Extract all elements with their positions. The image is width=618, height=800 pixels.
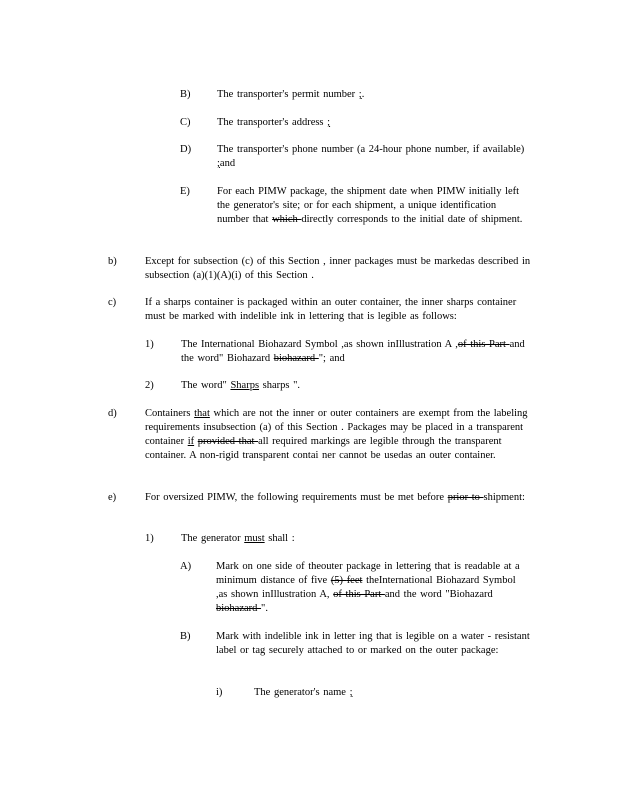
text-run: shipment: (483, 492, 525, 503)
item-C-address (180, 116, 530, 130)
struck-text: (5) (330, 575, 347, 586)
section-text (145, 296, 533, 324)
item-D-phone (180, 143, 530, 171)
text-run: The transporter's permit number (217, 89, 359, 100)
item-e1-generator (145, 532, 530, 546)
struck-text: feet (346, 575, 363, 586)
item-marker: 2) (145, 380, 154, 391)
item-marker: D) (180, 144, 192, 155)
struck-text: biohazard (216, 603, 262, 614)
item-E-shipment-date (180, 185, 530, 227)
item-ei-generator-name (216, 686, 516, 700)
text-run: directly corresponds to the initial date of shipment. (301, 214, 523, 225)
text-run: and the word "Biohazard (384, 589, 493, 600)
text-run: For oversized PIMW, the following requirements must be met before (145, 492, 448, 503)
text-run: The generator (181, 533, 245, 544)
section-text (145, 491, 533, 505)
section-marker: e) (108, 492, 117, 503)
item-marker: E) (180, 186, 190, 197)
text-run: Except for subsection (c) of this Section , inner packages must be markedas described in subsection (a)(1)(A)(i) of this Section . (145, 256, 531, 281)
item-marker: C) (180, 117, 191, 128)
text-run: The transporter's address (217, 117, 328, 128)
item-marker: 1) (145, 533, 154, 544)
item-text (217, 185, 530, 227)
section-b (108, 255, 533, 283)
item-text (181, 338, 530, 366)
text-run: The transporter's phone number (a 24-hour phone number, if available) (217, 144, 525, 155)
text-run: The word" (181, 380, 231, 391)
section-marker: c) (108, 297, 117, 308)
item-text (216, 560, 530, 616)
item-text (217, 143, 530, 171)
struck-text: of this (457, 339, 490, 350)
text-run: Mark with indelible ink in letter ing that is legible on a water - resistant label or tag securely attached to or marked on the outer package: (216, 631, 530, 656)
item-text (217, 116, 530, 130)
item-marker: 1) (145, 339, 154, 350)
struck-text: of this Part (333, 589, 385, 600)
struck-text: Part (489, 339, 510, 350)
section-marker: b) (108, 256, 117, 267)
item-marker: i) (216, 687, 223, 698)
text-run: The International Biohazard Symbol ,as shown inIllustration A , (181, 339, 458, 350)
text-run: The generator's name (254, 687, 350, 698)
text-run: ". (261, 603, 268, 614)
underlined-text: ; (217, 158, 220, 169)
text-run: sharps ". (259, 380, 301, 391)
underlined-text: must (244, 533, 265, 544)
item-text (181, 379, 530, 393)
item-marker: B) (180, 631, 191, 642)
underlined-text: Sharps (230, 380, 260, 391)
struck-text: biohazard (273, 353, 319, 364)
section-text (145, 407, 533, 463)
text-run: and (219, 158, 236, 169)
item-B-permit (180, 88, 530, 102)
struck-text: which (272, 214, 302, 225)
underlined-text: ; (349, 687, 353, 698)
section-c (108, 296, 533, 324)
struck-text: prior to (447, 492, 484, 503)
item-c2-sharps (145, 379, 530, 393)
item-text (254, 686, 516, 700)
underlined-text: if (187, 436, 195, 447)
text-run: Mark on one side of theouter package in lettering that is readable at a minimum distance of five (216, 561, 520, 586)
text-run: For each PIMW package, the shipment date when PIMW initially left the generator's site; or for each shipment, a unique identification number that (217, 186, 520, 225)
item-text (216, 630, 530, 658)
underlined-text: ; (358, 89, 362, 100)
text-run: theInternational Biohazard Symbol ,as shown inIllustration A, (216, 575, 516, 600)
section-marker: d) (108, 408, 117, 419)
item-text (217, 88, 530, 102)
text-run: and the word" Biohazard (181, 339, 525, 364)
item-c1-biohazard-symbol (145, 338, 530, 366)
text-run: which are not the inner or outer containers are exempt from the labeling requirements insubsection (a) of this Section . Packages may be placed in a transparent container (145, 408, 528, 447)
text-run: Containers (145, 408, 195, 419)
section-d (108, 407, 533, 463)
text-run: . (361, 89, 365, 100)
underlined-text: that (194, 408, 210, 419)
item-marker: A) (180, 561, 192, 572)
text-run: "; and (318, 353, 345, 364)
underlined-text: ; (327, 117, 331, 128)
struck-text: provided that (197, 436, 259, 447)
section-e (108, 491, 533, 505)
section-text (145, 255, 533, 283)
item-text (181, 532, 530, 546)
text-run: shall : (264, 533, 295, 544)
item-marker: B) (180, 89, 191, 100)
item-eA-mark-outer-package (180, 560, 530, 616)
text-run: all required markings are legible through the transparent container. A non-rigid transparent contai ner cannot be usedas an outer container. (145, 436, 502, 461)
text-run: If a sharps container is packaged within an outer container, the inner sharps container must be marked with indelible ink in lettering that is legible as follows: (145, 297, 517, 322)
item-eB-indelible-ink (180, 630, 530, 658)
